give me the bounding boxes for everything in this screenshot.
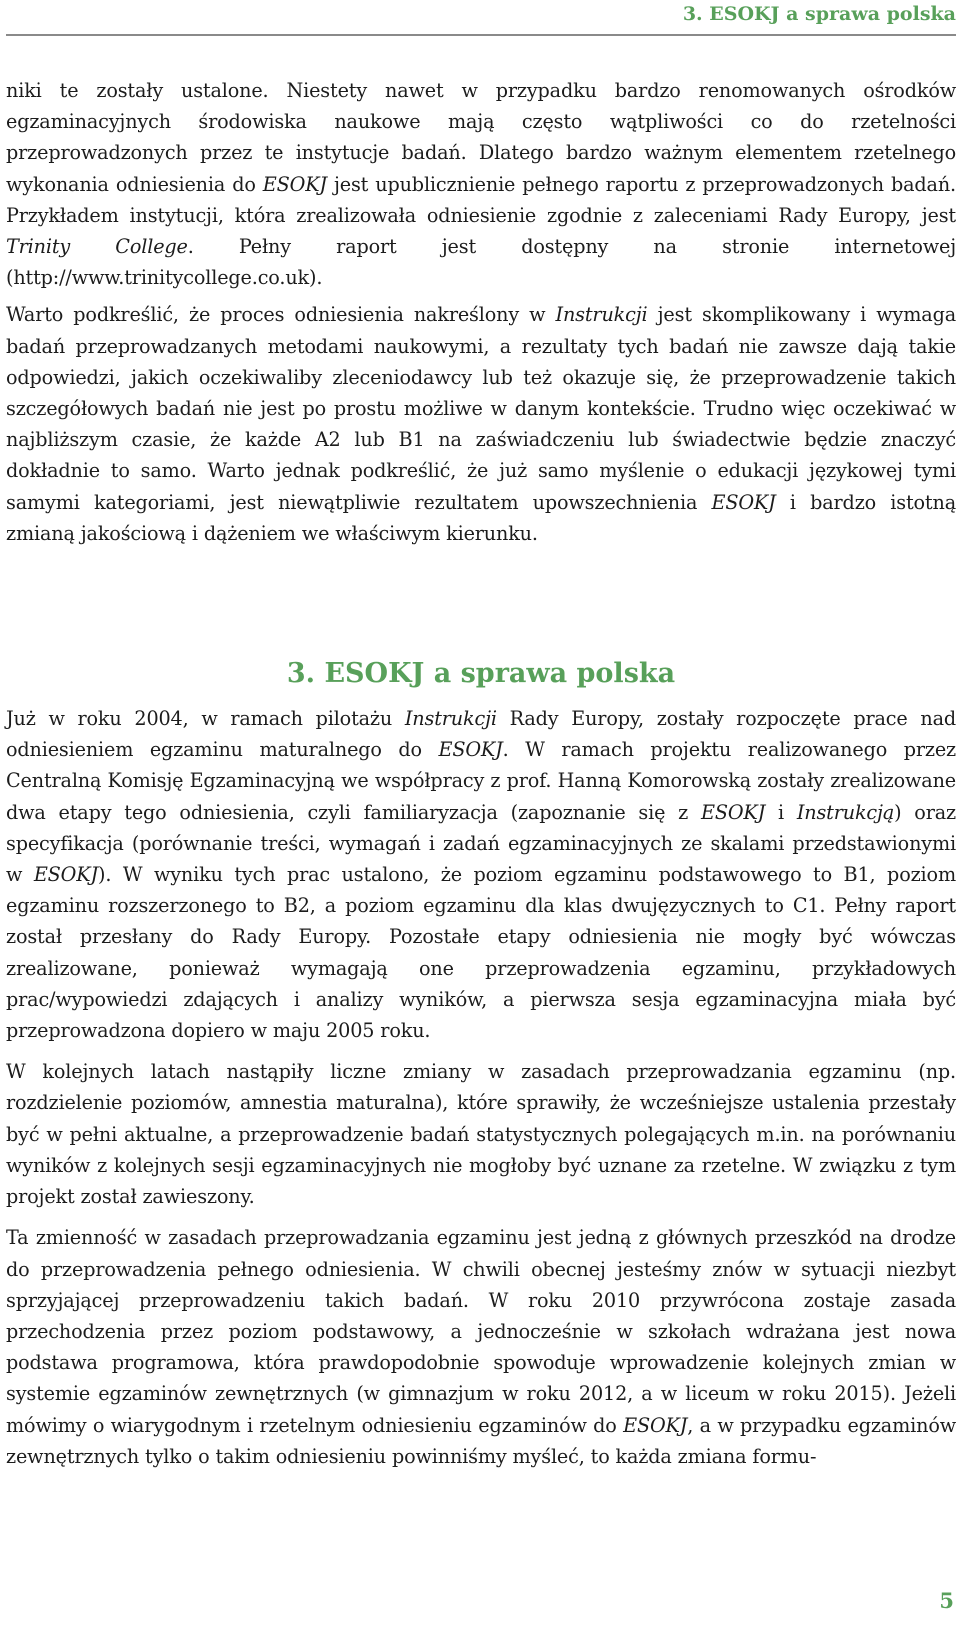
body-text [6,75,956,1482]
italic-term: Trinity College [6,235,188,259]
text-run: ). W wyniku tych prac ustalono, że poziom egzaminu podstawowego to B1, poziom egzaminu rozszerzonego to B2, a poziom egzaminu dla klas dwujęzycznych to C1. Pełny raport został przesłany do Rady Europy. Pozostałe etapy odniesienia nie mogły być wówczas zrealizowane, ponieważ wymagają one przeprowadzenia egzaminu, przykładowych prac/wypowiedzi zdających i analizy wyników, a pierwsza sesja egzaminacyjna miała być przeprowadzona dopiero w maju 2005 roku. [6,863,956,1043]
italic-term: ESOKJ [711,490,776,514]
italic-term: ESOKJ [623,1413,688,1437]
text-run: Już w roku 2004, w ramach pilotażu [6,707,405,731]
italic-term: ESOKJ [700,800,766,824]
running-header [6,0,956,36]
text-run: . Pełny raport jest dostępny na stronie internetowej (http://www.trinitycollege.co.uk). [6,235,956,290]
paragraph [6,1056,956,1212]
italic-term: Instrukcji [555,303,648,327]
italic-term: Instrukcji [404,707,497,731]
text-run: niki te zostały ustalone. Niestety nawet w przypadku bardzo renomowanych ośrodków egzaminacyjnych środowiska naukowe mają często wątpliwości co do rzetelności przeprowadzonych przez te instytucje badań. Dlatego bardzo ważnym elementem rzetelnego wykonania odniesienia do [6,79,956,196]
paragraph [6,75,956,293]
paragraph [6,703,956,1046]
italic-term: ESOKJ [262,172,327,196]
text-run: jest upublicznienie pełnego raportu z przeprowadzonych badań. Przykładem instytucji, która zrealizowała odniesienie zgodnie z zaleceniami Rady Europy, jest [6,172,957,227]
page-number: 5 [939,1588,954,1613]
paragraph [6,1222,956,1472]
italic-term: ESOKJ [438,738,503,762]
text-run: i bardzo istotną zmianą jakościową i dążeniem we właściwym kierunku. [6,490,956,545]
section-heading: 3. ESOKJ a sprawa polska [286,658,676,690]
text-run: Rady Europy, zostały rozpoczęte prace nad odniesieniem egzaminu maturalnego do [6,707,956,762]
paragraph [6,299,956,549]
italic-term: ESOKJ [33,863,98,887]
text-run: i [765,800,797,824]
text-run: ) oraz specyfikacja (porównanie treści, wymagań i zadań egzaminacyjnych ze skalami przedstawionymi w [6,800,956,887]
text-run: , a w przypadku egzaminów zewnętrznych tylko o takim odniesieniu powinniśmy myśleć, to każda zmiana formu- [6,1413,956,1468]
text-run: Ta zmienność w zasadach przeprowadzania egzaminu jest jedną z głównych przeszkód na drodze do przeprowadzenia pełnego odniesienia. W chwili obecnej jesteśmy znów w sytuacji niezbyt sprzyjającej przeprowadzeniu takich badań. W roku 2010 przywrócona zostaje zasada przechodzenia przez poziom podstawowy, a jednocześnie w szkołach wdrażana jest nowa podstawa programowa, która prawdopodobnie spowoduje wprowadzenie kolejnych zmian w systemie egzaminów zewnętrznych (w gimnazjum w roku 2012, a w liceum w roku 2015). Jeżeli mówimy o wiarygodnym i rzetelnym odniesieniu egzaminów do [6,1226,956,1437]
italic-term: Instrukcją [796,800,895,824]
running-header-title: 3. ESOKJ a sprawa polska [682,3,956,25]
text-run: W kolejnych latach nastąpiły liczne zmiany w zasadach przeprowadzania egzaminu (np. rozdzielenie poziomów, amnestia maturalna), które sprawiły, że wcześniejsze ustalenia przestały być w pełni aktualne, a przeprowadzenie badań statystycznych polegających m.in. na porównaniu wyników z kolejnych sesji egzaminacyjnych nie mogłoby być uznane za rzetelne. W związku z tym projekt został zawieszony. [6,1060,956,1209]
text-run: jest skomplikowany i wymaga badań przeprowadzanych metodami naukowymi, a rezultaty tych badań nie zawsze dają takie odpowiedzi, jakich oczekiwaliby zleceniodawcy lub też okazuje się, że przeprowadzenie takich szczegółowych badań nie jest po prostu możliwe w danym kontekście. Trudno więc oczekiwać w najbliższym czasie, że każde A2 lub B1 na zaświadczeniu lub świadectwie będzie znaczyć dokładnie to samo. Warto jednak podkreślić, że już samo myślenie o edukacji językowej tymi samymi kategoriami, jest niewątpliwie rezultatem upowszechnienia [6,303,956,514]
text-run: . W ramach projektu realizowanego przez Centralną Komisję Egzaminacyjną we współpracy z prof. Hanną Komorowską zostały zrealizowane dwa etapy tego odniesienia, czyli familiaryzacja (zapoznanie się z [6,738,956,824]
text-run: Warto podkreślić, że proces odniesienia nakreślony w [6,303,556,327]
